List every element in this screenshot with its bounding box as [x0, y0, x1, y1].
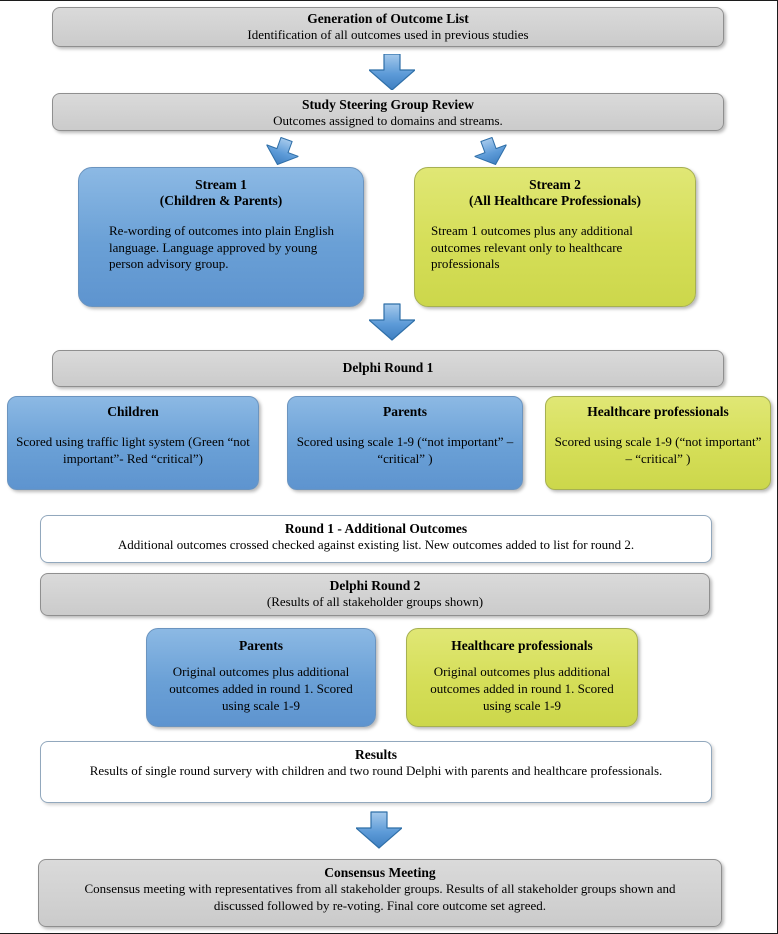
box-title: Round 1 - Additional Outcomes: [284, 521, 468, 536]
healthcare-professionals-round1-box: [545, 396, 771, 490]
box-subtitle: (Results of all stakeholder groups shown): [266, 594, 484, 610]
box-body: Re-wording of outcomes into plain English language. Language approved by young person advisory group.: [109, 222, 334, 272]
box-body: Original outcomes plus additional outcomes added in round 1. Scored using scale 1-9: [169, 664, 353, 713]
box-title: Healthcare professionals: [587, 404, 729, 419]
down-arrow-icon: [356, 811, 402, 849]
branch-arrow-right-icon: [470, 133, 512, 171]
box-body: Scored using scale 1-9 (“not important” – “critical” ): [296, 434, 514, 467]
box-body: Results of single round survery with children and two round Delphi with parents and healthcare professionals.: [89, 763, 663, 779]
results-box: [40, 741, 712, 803]
box-body: Scored using traffic light system (Green “not important”- Red “critical”): [16, 434, 250, 467]
box-body: Scored using scale 1-9 (“not important” – “critical” ): [554, 434, 762, 467]
box-title: Children: [107, 404, 159, 419]
branch-arrow-left-icon: [261, 133, 303, 171]
box-title: Study Steering Group Review: [302, 97, 474, 112]
round-1-additional-outcomes-box: [40, 515, 712, 563]
box-title: Results: [354, 747, 397, 762]
box-body: Identification of all outcomes used in previous studies: [247, 27, 529, 43]
healthcare-professionals-round2-box: [406, 628, 638, 727]
box-title: Generation of Outcome List: [307, 11, 469, 26]
consensus-meeting-box: [38, 859, 722, 927]
box-body: Additional outcomes crossed checked against existing list. New outcomes added to list for round 2.: [117, 537, 635, 553]
stream-2-box: [414, 167, 696, 307]
delphi-round-2-box: [40, 573, 710, 616]
box-body: Stream 1 outcomes plus any additional outcomes relevant only to healthcare professionals: [431, 222, 633, 272]
box-title: Parents: [239, 638, 283, 653]
box-title: Stream 1: [195, 177, 247, 192]
box-body: Outcomes assigned to domains and streams.: [273, 113, 503, 129]
box-body: Consensus meeting with representatives from all stakeholder groups. Results of all stakeholder groups shown and discussed followed by re-voting. Final core outcome set agreed.: [84, 881, 676, 914]
delphi-round-1-box: [52, 350, 724, 387]
box-title: Parents: [383, 404, 427, 419]
parents-round1-box: [287, 396, 523, 490]
parents-round2-box: [146, 628, 376, 727]
study-steering-group-review-box: [52, 93, 724, 131]
box-title: Delphi Round 2: [329, 578, 421, 593]
stream-1-box: [78, 167, 364, 307]
down-arrow-icon: [369, 303, 415, 341]
box-title: Healthcare professionals: [451, 638, 593, 653]
box-subtitle: (Children & Parents): [159, 193, 283, 209]
down-arrow-icon: [369, 54, 415, 90]
box-title: Consensus Meeting: [324, 865, 436, 880]
box-body: Original outcomes plus additional outcomes added in round 1. Scored using scale 1-9: [430, 664, 614, 713]
children-round1-box: [7, 396, 259, 490]
box-title: Delphi Round 1: [342, 360, 434, 376]
box-subtitle: (All Healthcare Professionals): [469, 193, 641, 209]
box-title: Stream 2: [529, 177, 581, 192]
generation-of-outcome-list-box: [52, 7, 724, 47]
